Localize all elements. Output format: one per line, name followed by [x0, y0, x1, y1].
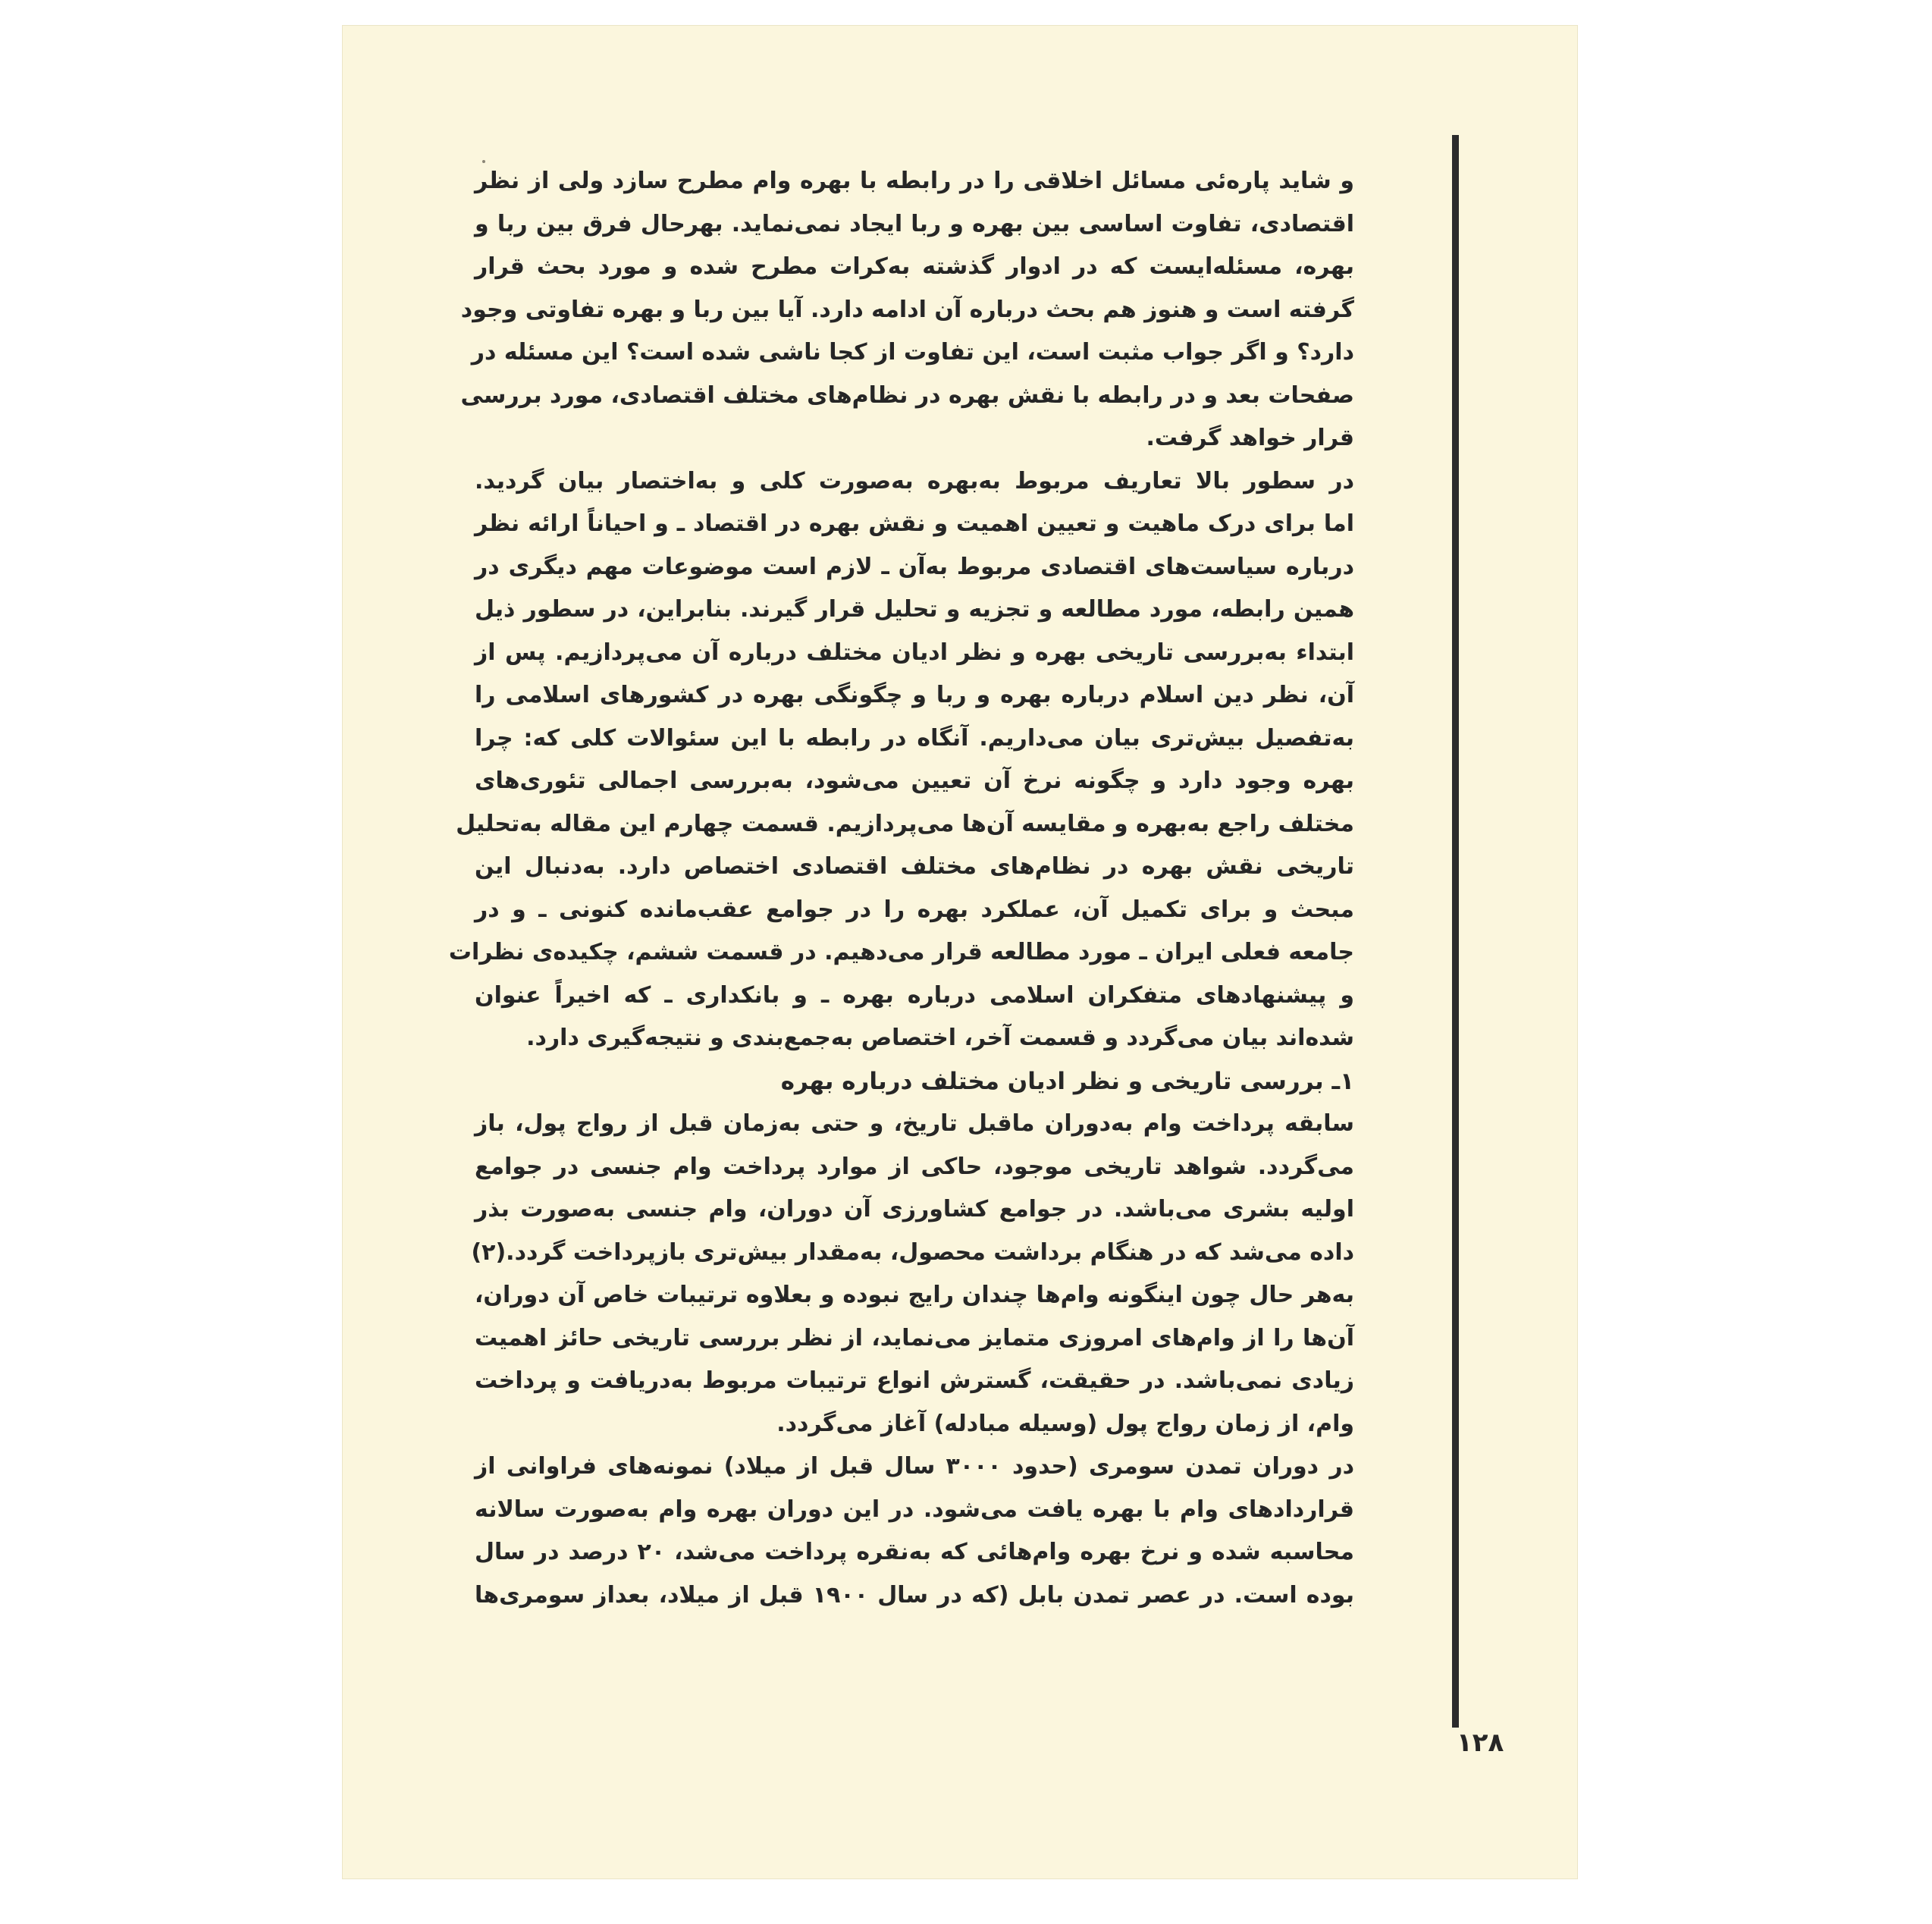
text-line: می‌گردد. شواهد تاریخی موجود، حاکی از موارد پرداخت وام جنسی در جوامع — [475, 1153, 1354, 1180]
text-line: وام، از زمان رواج پول (وسیله مبادله) آغاز می‌گردد. — [776, 1410, 1354, 1437]
text-line: قرار خواهد گرفت. — [1146, 425, 1354, 451]
page-number: ١٢٨ — [1457, 1728, 1504, 1758]
text-line: محاسبه شده و نرخ بهره وام‌هائی که به‌نقره پرداخت می‌شد، ۲۰ درصد در سال — [475, 1539, 1354, 1565]
text-line: بوده است. در عصر تمدن بابل (که در سال ۱۹۰۰ قبل از میلاد، بعداز سومری‌ها — [475, 1581, 1354, 1609]
text-line: مختلف راجع به‌بهره و مقایسه آن‌ها می‌پردازیم. قسمت چهارم این مقاله به‌تحلیل — [456, 810, 1354, 837]
text-line: دارد؟ و اگر جواب مثبت است، این تفاوت از کجا ناشی شده است؟ این مسئله در — [471, 339, 1354, 366]
text-line: بهره وجود دارد و چگونه نرخ آن تعیین می‌شود، به‌بررسی اجمالی تئوری‌های — [475, 767, 1354, 794]
text-line: سابقه پرداخت وام به‌دوران ماقبل تاریخ، و حتی به‌زمان قبل از رواج پول، باز — [475, 1110, 1354, 1137]
text-line: در سطور بالا تعاریف مربوط به‌بهره به‌صورت کلی و به‌اختصار بیان گردید. — [475, 467, 1354, 494]
text-line: جامعه فعلی ایران ـ مورد مطالعه قرار می‌دهیم. در قسمت ششم، چکیده‌ی نظرات — [448, 939, 1354, 965]
text-line: صفحات بعد و در رابطه با نقش بهره در نظام‌های مختلف اقتصادی، مورد بررسی — [460, 381, 1354, 409]
text-line: و پیشنهادهای متفکران اسلامی درباره بهره ـ و بانکداری ـ که اخیراً عنوان — [475, 981, 1354, 1009]
text-line: به‌هر حال چون اینگونه وام‌ها چندان رایج نبوده و بعلاوه ترتیبات خاص آن دوران، — [475, 1282, 1354, 1308]
margin-rule — [1452, 135, 1459, 1728]
text-line: ابتداء به‌بررسی تاریخی بهره و نظر ادیان مختلف درباره آن می‌پردازیم. پس از — [475, 639, 1354, 666]
text-line: آن، نظر دین اسلام درباره بهره و ربا و چگونگی بهره در کشورهای اسلامی را — [475, 682, 1354, 708]
text-line: در دوران تمدن سومری (حدود ۳۰۰۰ سال قبل از میلاد) نمونه‌های فراوانی از — [475, 1453, 1354, 1480]
text-line: تاریخی نقش بهره در نظام‌های مختلف اقتصادی اختصاص دارد. به‌دنبال این — [475, 853, 1354, 880]
text-line: درباره سیاست‌های اقتصادی مربوط به‌آن ـ لازم است موضوعات مهم دیگری در — [475, 553, 1354, 580]
text-line: به‌تفصیل بیش‌تری بیان می‌داریم. آنگاه در رابطه با این سئوالات کلی که: چرا — [475, 724, 1354, 752]
text-line: همین رابطه، مورد مطالعه و تجزیه و تحلیل قرار گیرند. بنابراین، در سطور ذیل — [475, 596, 1354, 623]
text-line: اقتصادی، تفاوت اساسی بین بهره و ربا ایجاد نمی‌نماید. بهرحال فرق بین ربا و — [475, 210, 1354, 237]
text-line: اولیه بشری می‌باشد. در جوامع کشاورزی آن دوران، وام جنسی به‌صورت بذر — [475, 1196, 1354, 1223]
section-heading: ۱ـ بررسی تاریخی و نظر ادیان مختلف درباره بهره — [780, 1067, 1354, 1095]
text-line: مبحث و برای تکمیل آن، عملکرد بهره را در جوامع عقب‌مانده کنونی ـ و در — [475, 896, 1354, 923]
text-line: قراردادهای وام با بهره یافت می‌شود. در این دوران بهره وام به‌صورت سالانه — [475, 1496, 1354, 1523]
text-line: بهره، مسئله‌ایست که در ادوار گذشته به‌کرات مطرح شده و مورد بحث قرار — [475, 253, 1354, 280]
book-page — [342, 25, 1578, 1879]
text-line: گرفته است و هنوز هم بحث درباره آن ادامه دارد. آیا بین ربا و بهره تفاوتی وجود — [460, 296, 1354, 323]
text-line: اما برای درک ماهیت و تعیین اهمیت و نقش بهره در اقتصاد ـ و احیاناً ارائه نظر — [475, 510, 1354, 537]
text-line: داده می‌شد که در هنگام برداشت محصول، به‌مقدار بیش‌تری بازپرداخت گردد.(۲) — [471, 1238, 1354, 1266]
text-line: شده‌اند بیان می‌گردد و قسمت آخر، اختصاص به‌جمع‌بندی و نتیجه‌گیری دارد. — [526, 1025, 1354, 1051]
body-text — [448, 160, 1354, 1617]
text-line: و شاید پاره‌ئی مسائل اخلاقی را در رابطه با بهره وام مطرح سازد ولی از نظر — [475, 168, 1354, 194]
text-line: آن‌ها را از وام‌های امروزی متمایز می‌نماید، از نظر بررسی تاریخی حائز اهمیت — [475, 1324, 1354, 1351]
text-line: زیادی نمی‌باشد. در حقیقت، گسترش انواع ترتیبات مربوط به‌دریافت و پرداخت — [475, 1367, 1354, 1394]
